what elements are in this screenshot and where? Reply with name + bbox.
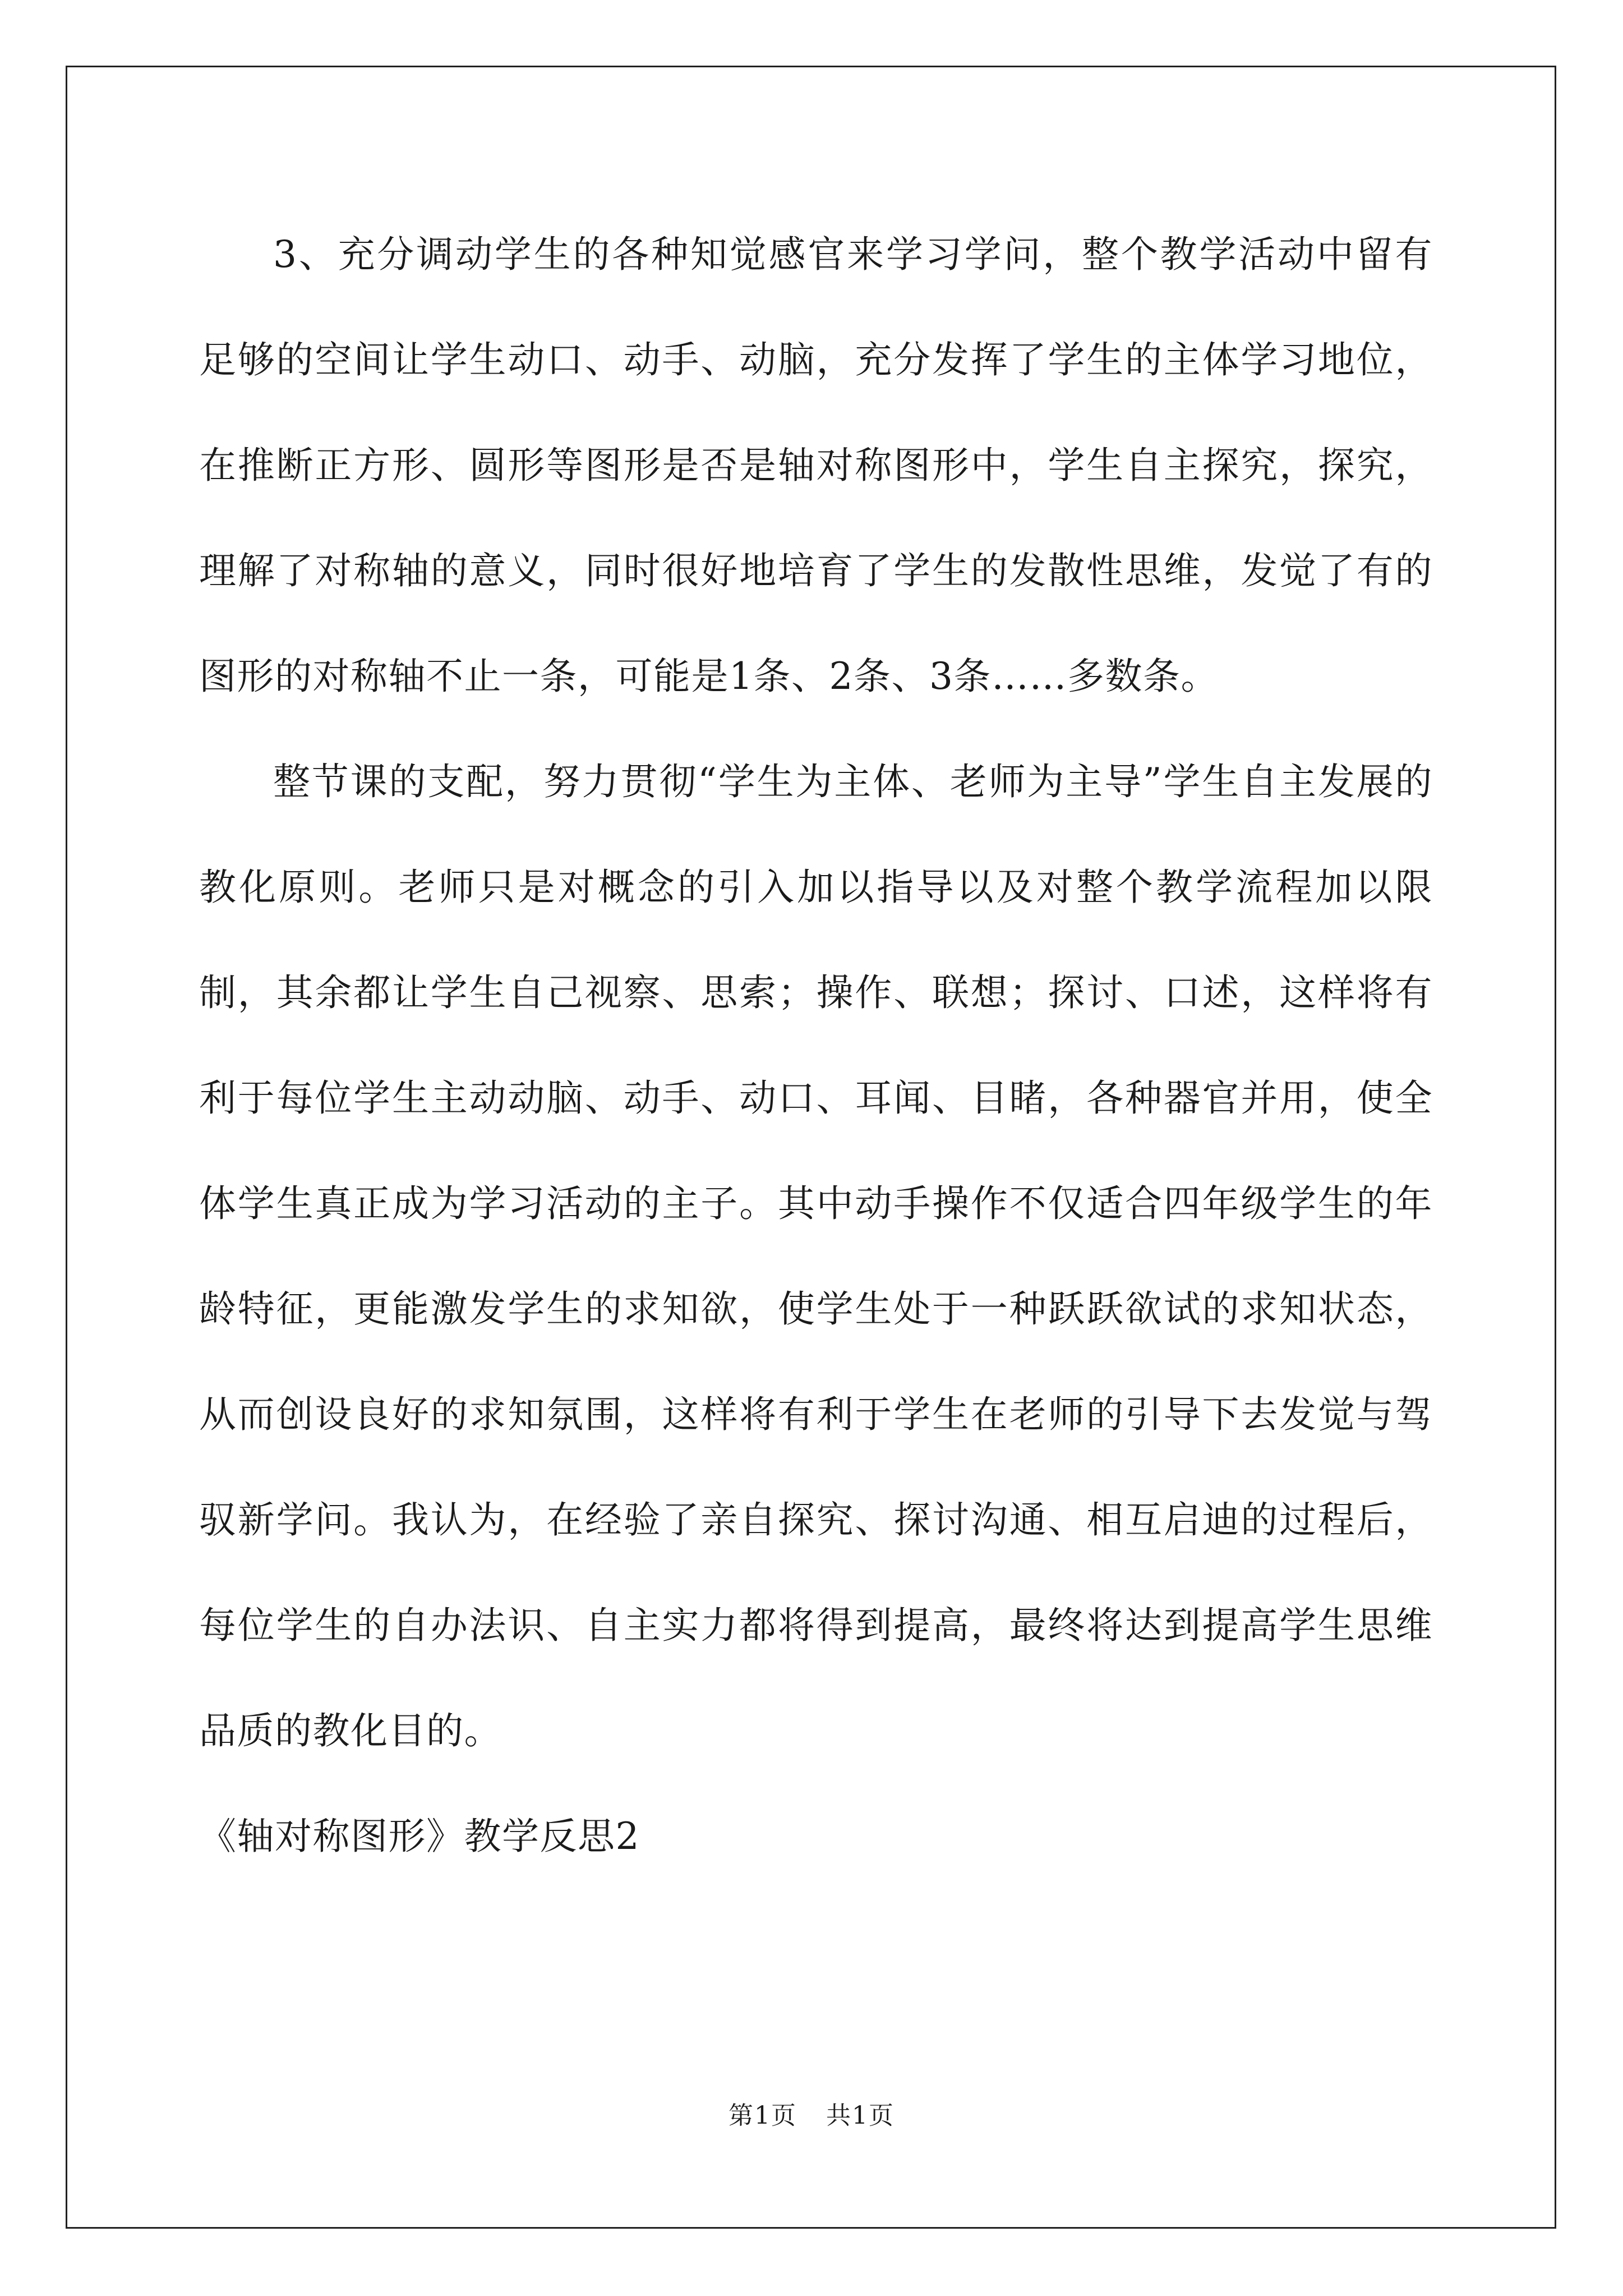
page-number: 第1页 <box>728 2101 797 2130</box>
section-heading: 《轴对称图形》教学反思2 <box>199 1815 640 1858</box>
paragraph-lesson-summary: 整节课的支配，努力贯彻“学生为主体、老师为主导”学生自主发展的教化原则。老师只是对概念的引入加以指导以及对整个教学流程加以限制，其余都让学生自己视察、思索；操作、联想；探讨、口述，这样将有利于每位学生主动动脑、动手、动口、耳闻、目睹，各种器官并用，使全体学生真正成为学习活动的主子。其中动手操作不仅适合四年级学生的年龄特征，更能激发学生的求知欲，使学生处于一种跃跃欲试的求知状态，从而创设良好的求知氛围，这样将有利于学生在老师的引导下去发觉与驾驭新学问。我认为，在经验了亲自探究、探讨沟通、相互启迪的过程后，每位学生的自办法识、自主实力都将得到提高，最终将达到提高学生思维品质的教化目的。 <box>199 760 1433 1752</box>
page-total: 共1页 <box>826 2101 895 2130</box>
document-body <box>199 202 1433 1889</box>
paragraph-reflection-point-3: 3、充分调动学生的各种知觉感官来学习学问，整个教学活动中留有足够的空间让学生动口、动手、动脑，充分发挥了学生的主体学习地位，在推断正方形、圆形等图形是否是轴对称图形中，学生自主探究，探究，理解了对称轴的意义，同时很好地培育了学生的发散性思维，发觉了有的图形的对称轴不止一条，可能是1条、2条、3条……多数条。 <box>199 233 1433 698</box>
page-footer <box>0 2095 1623 2131</box>
